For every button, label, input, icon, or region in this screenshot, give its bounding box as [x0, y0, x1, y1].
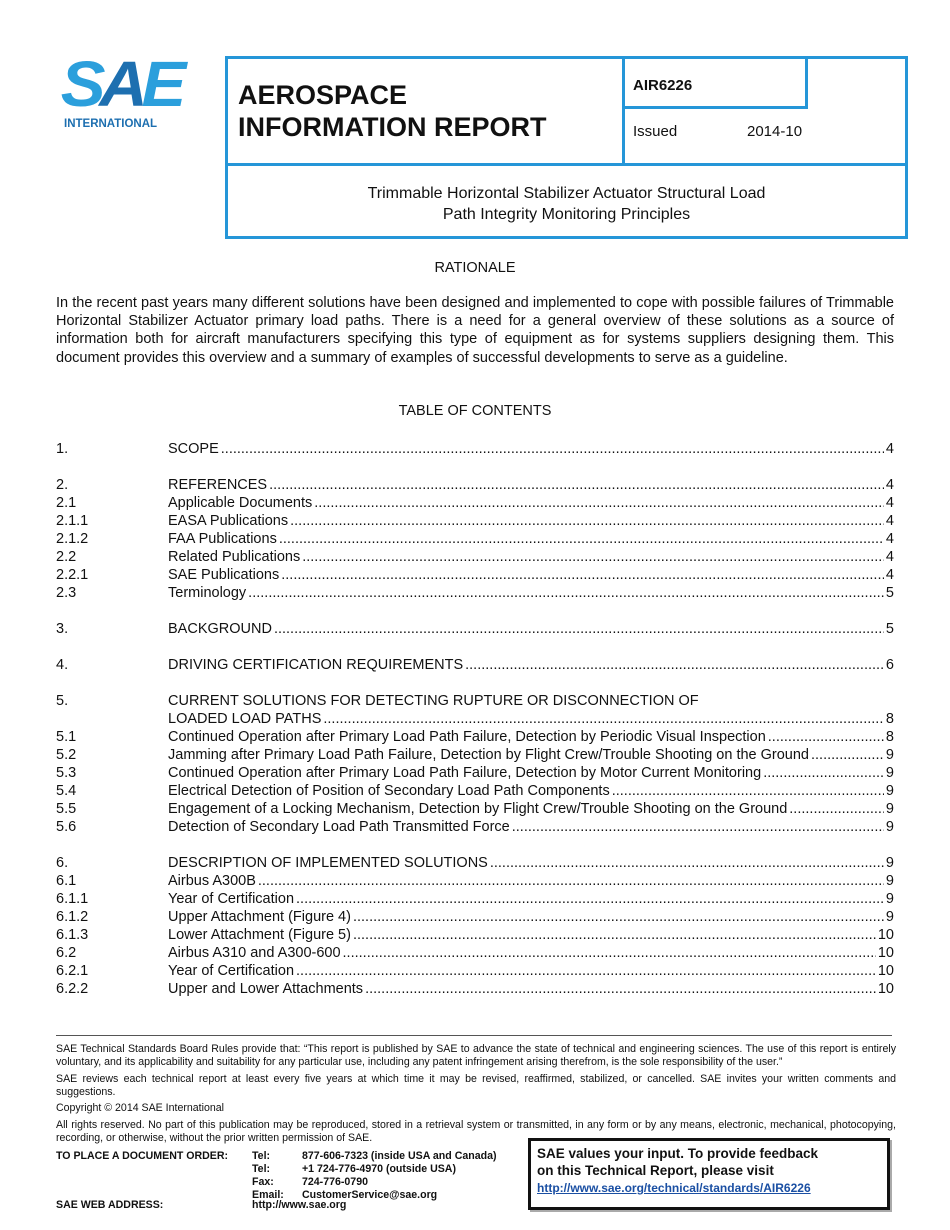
footer-rules: SAE Technical Standards Board Rules provide that: “This report is published by SAE to advance the state of technical and engineering sciences. The use of this report is entirely voluntary, and its applicability and suitability for any particular use, including any patent infringement arising therefrom, is the sole responsibility of the user.”: [56, 1043, 896, 1068]
toc-entry[interactable]: [56, 584, 894, 602]
toc-page: 8: [885, 729, 894, 745]
toc-entry[interactable]: [56, 962, 894, 980]
footer-divider: [56, 1035, 892, 1036]
toc-number: [56, 710, 168, 728]
toc-spacer: [56, 602, 894, 620]
feedback-line1: SAE values your input. To provide feedback: [537, 1146, 819, 1161]
toc-title: Airbus A310 and A300-600: [168, 945, 341, 961]
toc-page: 4: [885, 567, 894, 583]
toc-page: 9: [885, 747, 894, 763]
toc-leader-dots: [296, 962, 876, 980]
toc-heading: TABLE OF CONTENTS: [398, 403, 552, 419]
toc-number: 5.: [56, 693, 69, 709]
toc-number: 5.6: [56, 819, 77, 835]
toc-leader-dots: [365, 980, 876, 998]
issued-label: Issued: [633, 123, 678, 140]
toc-page: 4: [885, 495, 894, 511]
toc-number: 6.1: [56, 873, 77, 889]
toc-entry[interactable]: [56, 908, 894, 926]
toc-leader-dots: [512, 818, 884, 836]
footer-review: SAE reviews each technical report at least every five years at which time it may be revised, reaffirmed, stabilized, or cancelled. SAE invites your written comments and suggestions.: [56, 1073, 896, 1098]
toc-page: 9: [885, 765, 894, 781]
toc-leader-dots: [302, 548, 884, 566]
toc-leader-dots: [258, 872, 884, 890]
toc-number: 3.: [56, 621, 69, 637]
toc-entry[interactable]: [56, 512, 894, 530]
toc-spacer: [56, 638, 894, 656]
toc-entry[interactable]: [56, 782, 894, 800]
toc-number: 2.1.2: [56, 531, 89, 547]
table-of-contents: [56, 440, 894, 998]
document-header: [225, 56, 908, 239]
toc-leader-dots: [290, 512, 884, 530]
toc-entry[interactable]: [56, 980, 894, 998]
doc-type: [238, 79, 546, 143]
contact-value: CustomerService@sae.org: [302, 1189, 438, 1201]
title-line2: Path Integrity Monitoring Principles: [442, 206, 691, 223]
toc-leader-dots: [811, 746, 884, 764]
contact-key: Email:: [252, 1189, 284, 1201]
feedback-line2: on this Technical Report, please visit: [537, 1163, 774, 1178]
order-contacts: [252, 1150, 497, 1202]
toc-page: 9: [885, 855, 894, 871]
toc-title: REFERENCES: [168, 477, 268, 493]
toc-leader-dots: [353, 926, 876, 944]
order-label: TO PLACE A DOCUMENT ORDER:: [56, 1150, 229, 1162]
toc-leader-dots: [274, 620, 884, 638]
contact-line: [252, 1163, 497, 1176]
toc-page: 10: [877, 945, 894, 961]
toc-page: 9: [885, 873, 894, 889]
toc-leader-dots: [296, 890, 884, 908]
contact-key: Tel:: [252, 1163, 271, 1175]
toc-entry[interactable]: [56, 926, 894, 944]
toc-title: FAA Publications: [168, 531, 277, 547]
toc-number: 6.: [56, 855, 69, 871]
toc-entry[interactable]: [56, 548, 894, 566]
toc-page: 9: [885, 909, 894, 925]
toc-title: Terminology: [168, 585, 247, 601]
toc-title: Continued Operation after Primary Load Path Failure, Detection by Motor Current Monitoring: [168, 765, 762, 781]
toc-title: Related Publications: [168, 549, 301, 565]
toc-page: 10: [877, 981, 894, 997]
toc-page: 10: [877, 927, 894, 943]
contact-value: 724-776-0790: [302, 1176, 368, 1188]
toc-page: 10: [877, 963, 894, 979]
doc-type-cell: [228, 59, 625, 166]
toc-entry[interactable]: [56, 440, 894, 458]
toc-page: 5: [885, 621, 894, 637]
toc-title: DESCRIPTION OF IMPLEMENTED SOLUTIONS: [168, 855, 488, 871]
logo-subtitle: INTERNATIONAL: [64, 118, 158, 130]
toc-number: 6.1.3: [56, 927, 89, 943]
toc-entry[interactable]: [56, 728, 894, 746]
toc-leader-dots: [314, 494, 884, 512]
toc-title: EASA Publications: [168, 513, 289, 529]
toc-spacer: [56, 674, 894, 692]
toc-leader-dots: [768, 728, 884, 746]
contact-key: Tel:: [252, 1150, 271, 1162]
toc-title: DRIVING CERTIFICATION REQUIREMENTS: [168, 657, 464, 673]
toc-leader-dots: [353, 908, 884, 926]
toc-page: 9: [885, 891, 894, 907]
toc-page: 4: [885, 531, 894, 547]
doc-type-line2: INFORMATION REPORT: [238, 112, 547, 142]
toc-number: 5.5: [56, 801, 77, 817]
toc-title: Jamming after Primary Load Path Failure, Detection by Flight Crew/Trouble Shooting on the Ground: [168, 747, 809, 763]
toc-entry[interactable]: [56, 656, 894, 674]
toc-entry[interactable]: [56, 530, 894, 548]
toc-number: 2.: [56, 477, 69, 493]
toc-spacer: [56, 836, 894, 854]
toc-title: Year of Certification: [168, 963, 295, 979]
rationale-text: In the recent past years many different solutions have been designed and implemented to cope with possible failures of Trimmable Horizontal Stabilizer Actuator primary load paths. There is a need for a general overview of these solutions as a source of information both for aircraft manufacturers specifying this type of equipment as for systems suppliers designing them. This document provides this overview and a summary of examples of successful developments to serve as a guideline.: [56, 295, 894, 366]
toc-number: 6.2.2: [56, 981, 89, 997]
toc-number: 5.1: [56, 729, 77, 745]
toc-page: 5: [885, 585, 894, 601]
toc-leader-dots: [789, 800, 884, 818]
contact-line: [252, 1150, 497, 1163]
toc-leader-dots: [269, 476, 884, 494]
toc-leader-dots: [343, 944, 876, 962]
title-line1: Trimmable Horizontal Stabilizer Actuator Structural Load: [367, 185, 766, 202]
toc-entry[interactable]: [56, 854, 894, 872]
toc-entry[interactable]: [56, 566, 894, 584]
doc-type-line1: AEROSPACE: [238, 80, 408, 110]
toc-leader-dots: [248, 584, 884, 602]
feedback-box: [528, 1138, 890, 1210]
toc-number: 4.: [56, 657, 69, 673]
toc-title: Electrical Detection of Position of Secondary Load Path Components: [168, 783, 610, 799]
toc-number: 5.3: [56, 765, 77, 781]
toc-entry[interactable]: [56, 494, 894, 512]
contact-line: [252, 1176, 497, 1189]
toc-leader-dots: [612, 782, 884, 800]
toc-number: 6.2: [56, 945, 77, 961]
web-label: SAE WEB ADDRESS:: [56, 1199, 164, 1211]
toc-title: Applicable Documents: [168, 495, 313, 511]
toc-title: CURRENT SOLUTIONS FOR DETECTING RUPTURE OR DISCONNECTION OF: [168, 693, 699, 709]
toc-number: 2.2.1: [56, 567, 89, 583]
toc-title: Upper Attachment (Figure 4): [168, 909, 351, 925]
toc-entry[interactable]: [56, 710, 894, 728]
toc-entry[interactable]: [56, 746, 894, 764]
toc-title: Lower Attachment (Figure 5): [168, 927, 351, 943]
toc-title: Engagement of a Locking Mechanism, Detection by Flight Crew/Trouble Shooting on the Ground: [168, 801, 788, 817]
toc-page: 9: [885, 801, 894, 817]
toc-leader-dots: [281, 566, 884, 584]
toc-title: SCOPE: [168, 441, 219, 457]
issued-cell: [625, 109, 905, 166]
toc-leader-dots: [323, 710, 884, 728]
toc-page: 4: [885, 477, 894, 493]
toc-number: 2.1: [56, 495, 77, 511]
toc-number: 2.3: [56, 585, 77, 601]
issued-date: 2014-10: [747, 123, 803, 140]
toc-number: 5.2: [56, 747, 77, 763]
logo-mark: SAE: [60, 48, 181, 120]
sae-logo: [60, 48, 194, 130]
toc-leader-dots: [465, 656, 884, 674]
feedback-link[interactable]: http://www.sae.org/technical/standards/AIR6226: [537, 1181, 811, 1195]
toc-entry[interactable]: [56, 764, 894, 782]
toc-title: Detection of Secondary Load Path Transmitted Force: [168, 819, 510, 835]
toc-page: 4: [885, 549, 894, 565]
toc-entry[interactable]: [56, 620, 894, 638]
toc-number: 2.1.1: [56, 513, 89, 529]
toc-number: 6.1.1: [56, 891, 89, 907]
toc-entry[interactable]: [56, 692, 894, 710]
toc-entry[interactable]: [56, 818, 894, 836]
toc-leader-dots: [490, 854, 884, 872]
toc-page: 6: [885, 657, 894, 673]
document-title: [228, 169, 905, 225]
toc-number: 1.: [56, 441, 69, 457]
toc-title: BACKGROUND: [168, 621, 272, 637]
toc-spacer: [56, 458, 894, 476]
web-url[interactable]: http://www.sae.org: [252, 1199, 347, 1211]
footer-copyright: Copyright © 2014 SAE International: [56, 1102, 224, 1114]
toc-page: 4: [885, 513, 894, 529]
toc-entry[interactable]: [56, 476, 894, 494]
contact-key: Fax:: [252, 1176, 274, 1188]
contact-value: +1 724-776-4970 (outside USA): [302, 1163, 456, 1175]
footer-rights: All rights reserved. No part of this publication may be reproduced, stored in a retrieval system or transmitted, in any form or by any means, electronic, mechanical, photocopying, recording, or otherwise, without the prior written permission of SAE.: [56, 1119, 896, 1144]
toc-entry[interactable]: [56, 890, 894, 908]
toc-title: Year of Certification: [168, 891, 295, 907]
toc-title: Continued Operation after Primary Load Path Failure, Detection by Periodic Visual Inspection: [168, 729, 766, 745]
toc-leader-dots: [221, 440, 884, 458]
toc-page: 8: [885, 711, 894, 727]
doc-number: AIR6226: [625, 59, 808, 109]
toc-number: 5.4: [56, 783, 77, 799]
toc-leader-dots: [279, 530, 884, 548]
toc-number: 6.2.1: [56, 963, 89, 979]
toc-title: SAE Publications: [168, 567, 280, 583]
toc-page: 9: [885, 819, 894, 835]
toc-leader-dots: [763, 764, 884, 782]
toc-number: 6.1.2: [56, 909, 89, 925]
toc-entry[interactable]: [56, 800, 894, 818]
toc-title: LOADED LOAD PATHS: [168, 711, 322, 727]
contact-value: 877-606-7323 (inside USA and Canada): [302, 1150, 497, 1162]
rationale-heading: RATIONALE: [434, 260, 516, 276]
toc-entry[interactable]: [56, 944, 894, 962]
toc-entry[interactable]: [56, 872, 894, 890]
toc-title: Upper and Lower Attachments: [168, 981, 364, 997]
toc-page: 9: [885, 783, 894, 799]
toc-page: 4: [885, 441, 894, 457]
toc-title: Airbus A300B: [168, 873, 256, 889]
toc-number: 2.2: [56, 549, 77, 565]
